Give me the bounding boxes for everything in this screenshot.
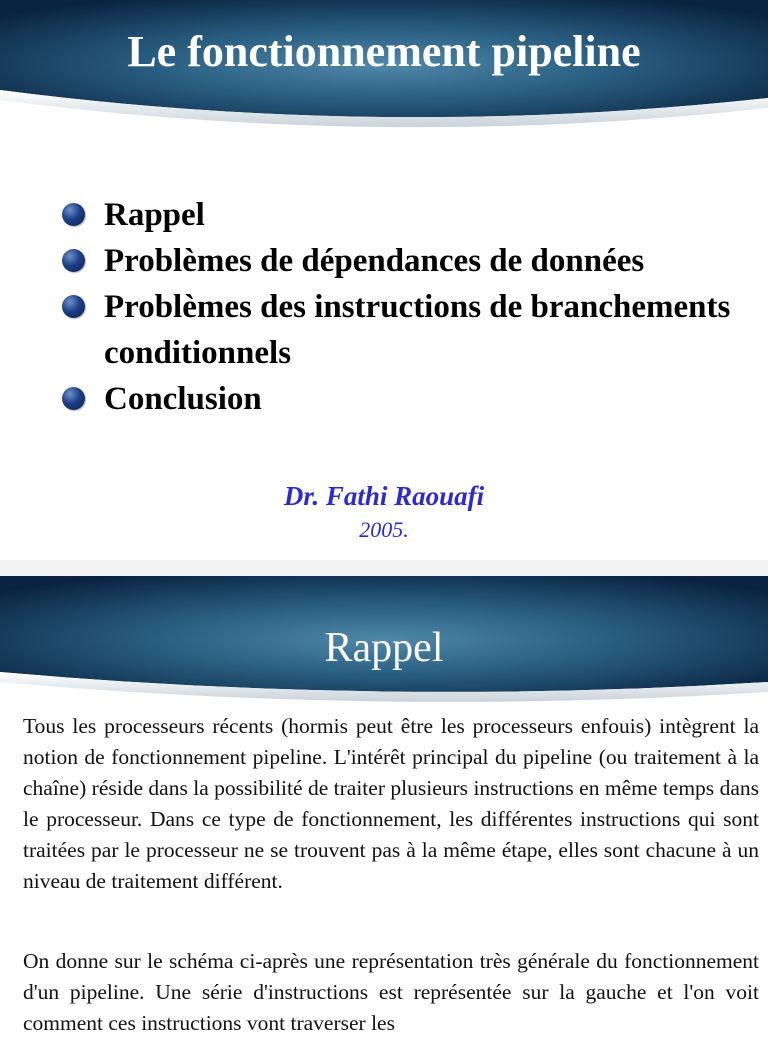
outline-item-conclusion [58, 376, 758, 422]
outline-item-branchements [58, 284, 758, 376]
bullet-icon [62, 387, 85, 410]
rappel-paragraph-2: On donne sur le schéma ci-après une représentation très générale du fonctionnement d'un pipeline. Une série d'instructions est représentée sur la gauche et l'on voit comment ces instructions vont traverser les [23, 949, 759, 1035]
year-label: 2005. [359, 517, 409, 542]
bullet-icon [62, 249, 85, 272]
outline-item-label: Problèmes des instructions de branchements conditionnels [104, 289, 731, 371]
author-name: Dr. Fathi Raouafi [283, 481, 485, 511]
slide1-title: Le fonctionnement pipeline [127, 27, 641, 76]
outline-item-label: Conclusion [104, 381, 262, 417]
outline-list [58, 192, 758, 422]
slide2-title: Rappel [324, 625, 444, 671]
slide2-title-banner [0, 576, 768, 706]
slide1-title-banner [0, 0, 768, 135]
outline-item-rappel [58, 192, 758, 238]
outline-item-label: Problèmes de dépendances de données [104, 243, 645, 279]
bullet-icon [62, 295, 85, 318]
outline-item-dependances [58, 238, 758, 284]
slide-separator [0, 560, 768, 576]
rappel-paragraph-1: Tous les processeurs récents (hormis peut être les processeurs enfouis) intègrent la notion de fonctionnement pipeline. L'intérêt principal du pipeline (ou traitement à la chaîne) réside dans la possibilité de traiter plusieurs instructions en même temps dans le processeur. Dans ce type de fonctionnement, les différentes instructions qui sont traitées par le processeur ne se trouvent pas à la même étape, elles sont chacune à un niveau de traitement différent. [23, 714, 759, 893]
outline-item-label: Rappel [104, 197, 205, 233]
bullet-icon [62, 203, 85, 226]
